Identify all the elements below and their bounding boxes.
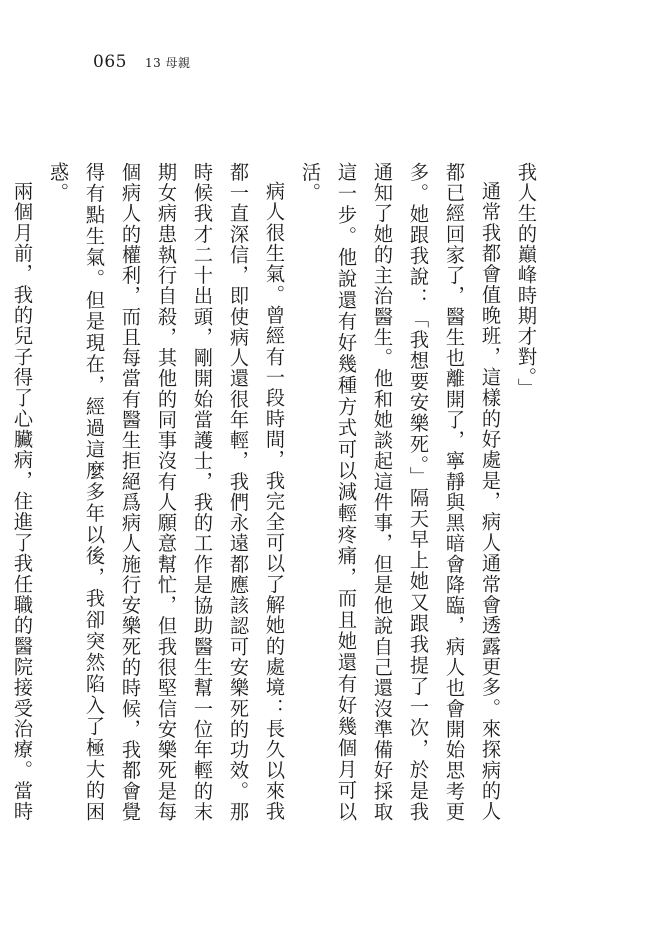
chapter-title: 13 母親 (144, 56, 191, 70)
paragraph-1: 我人生的巔峰時期才對。」 (515, 162, 538, 399)
paragraph-3: 病人很生氣。曾經有一段時間，我完全可以了解她的處境：長久以來我都一直深信，即使病人還很年輕，我們永遠都應該認可安樂死的功效。那時候我才二十出頭，剛開始當護士，我的工作是協助醫生幫一位年輕的末期女病患執行自殺，其他的同事沒有人願意幫忙，但我很堅信安樂死是每個病人的權利，而且每當有醫生拒絕爲病人施行安樂死的時候，我都會覺得有點生氣。但是現在，經過這麼多年以後，我卻突然陷入了極大的困惑。 (47, 162, 286, 822)
paragraph-4: 兩個月前，我的兒子得了心臟病，住進了我任職的醫院接受治療。當時 (11, 181, 34, 822)
body-text (0, 162, 544, 822)
page-number: 065 (93, 52, 127, 72)
paragraph-2: 通常我都會值晚班，這樣的好處是，病人通常會透露更多。來探病的人都已經回家了，醫生也離開了，寧靜與黑暗會降臨，病人也會開始思考更多。她跟我說：「我想要安樂死。」隔天早上她又跟我提了一次，於是我通知了她的主治醫生。他和她談起這件事，但是他說自己還沒準備好採取這一步。他說還有好幾種方式可以減輕疼痛，而且她還有好幾個月可以活。 (299, 162, 502, 822)
page-header (93, 52, 191, 74)
